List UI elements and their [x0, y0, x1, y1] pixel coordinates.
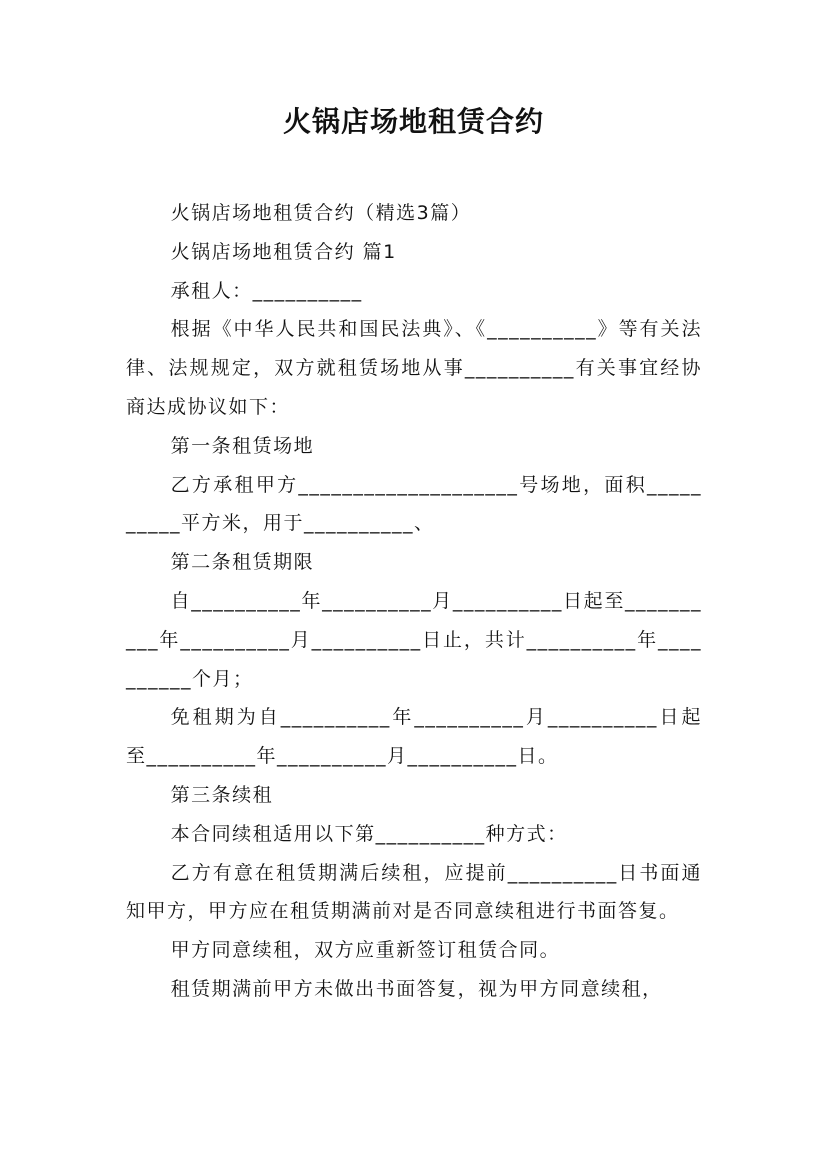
- paragraph-premises: 乙方承租甲方____________________号场地，面积__________平方米，用于__________、: [126, 473, 702, 535]
- section-heading-2: 第二条租赁期限: [170, 551, 315, 574]
- section-heading-3: 第三条续租: [170, 783, 274, 806]
- paragraph-renewal-agree: 甲方同意续租，双方应重新签订租赁合同。: [170, 939, 561, 962]
- paragraph-renewal-notice: 乙方有意在租赁期满后续租，应提前__________日书面通知甲方，甲方应在租赁期满前对是否同意续租进行书面答复。: [126, 861, 702, 923]
- paragraph-renewal-default: 租赁期满前甲方未做出书面答复，视为甲方同意续租，: [170, 977, 663, 1000]
- paragraph-collection-heading: 火锅店场地租赁合约（精选3篇）: [170, 202, 472, 224]
- paragraph-rent-free: 免租期为自__________年__________月__________日起至__________年__________月__________日。: [126, 706, 702, 768]
- document-title: 火锅店场地租赁合约: [282, 105, 544, 138]
- paragraph-article-heading: 火锅店场地租赁合约 篇1: [170, 240, 397, 263]
- paragraph-lessee: 承租人：__________: [170, 279, 363, 302]
- document-body: [126, 194, 702, 1009]
- section-heading-1: 第一条租赁场地: [170, 434, 315, 457]
- paragraph-term: 自__________年__________月__________日起至__________年__________月__________日止，共计__________年__________个月；: [126, 589, 702, 690]
- paragraph-renewal-method: 本合同续租适用以下第__________种方式：: [170, 822, 568, 845]
- paragraph-preamble: 根据《中华人民共和国民法典》、《__________》等有关法律、法规规定，双方就租赁场地从事__________有关事宜经协商达成协议如下：: [126, 318, 702, 418]
